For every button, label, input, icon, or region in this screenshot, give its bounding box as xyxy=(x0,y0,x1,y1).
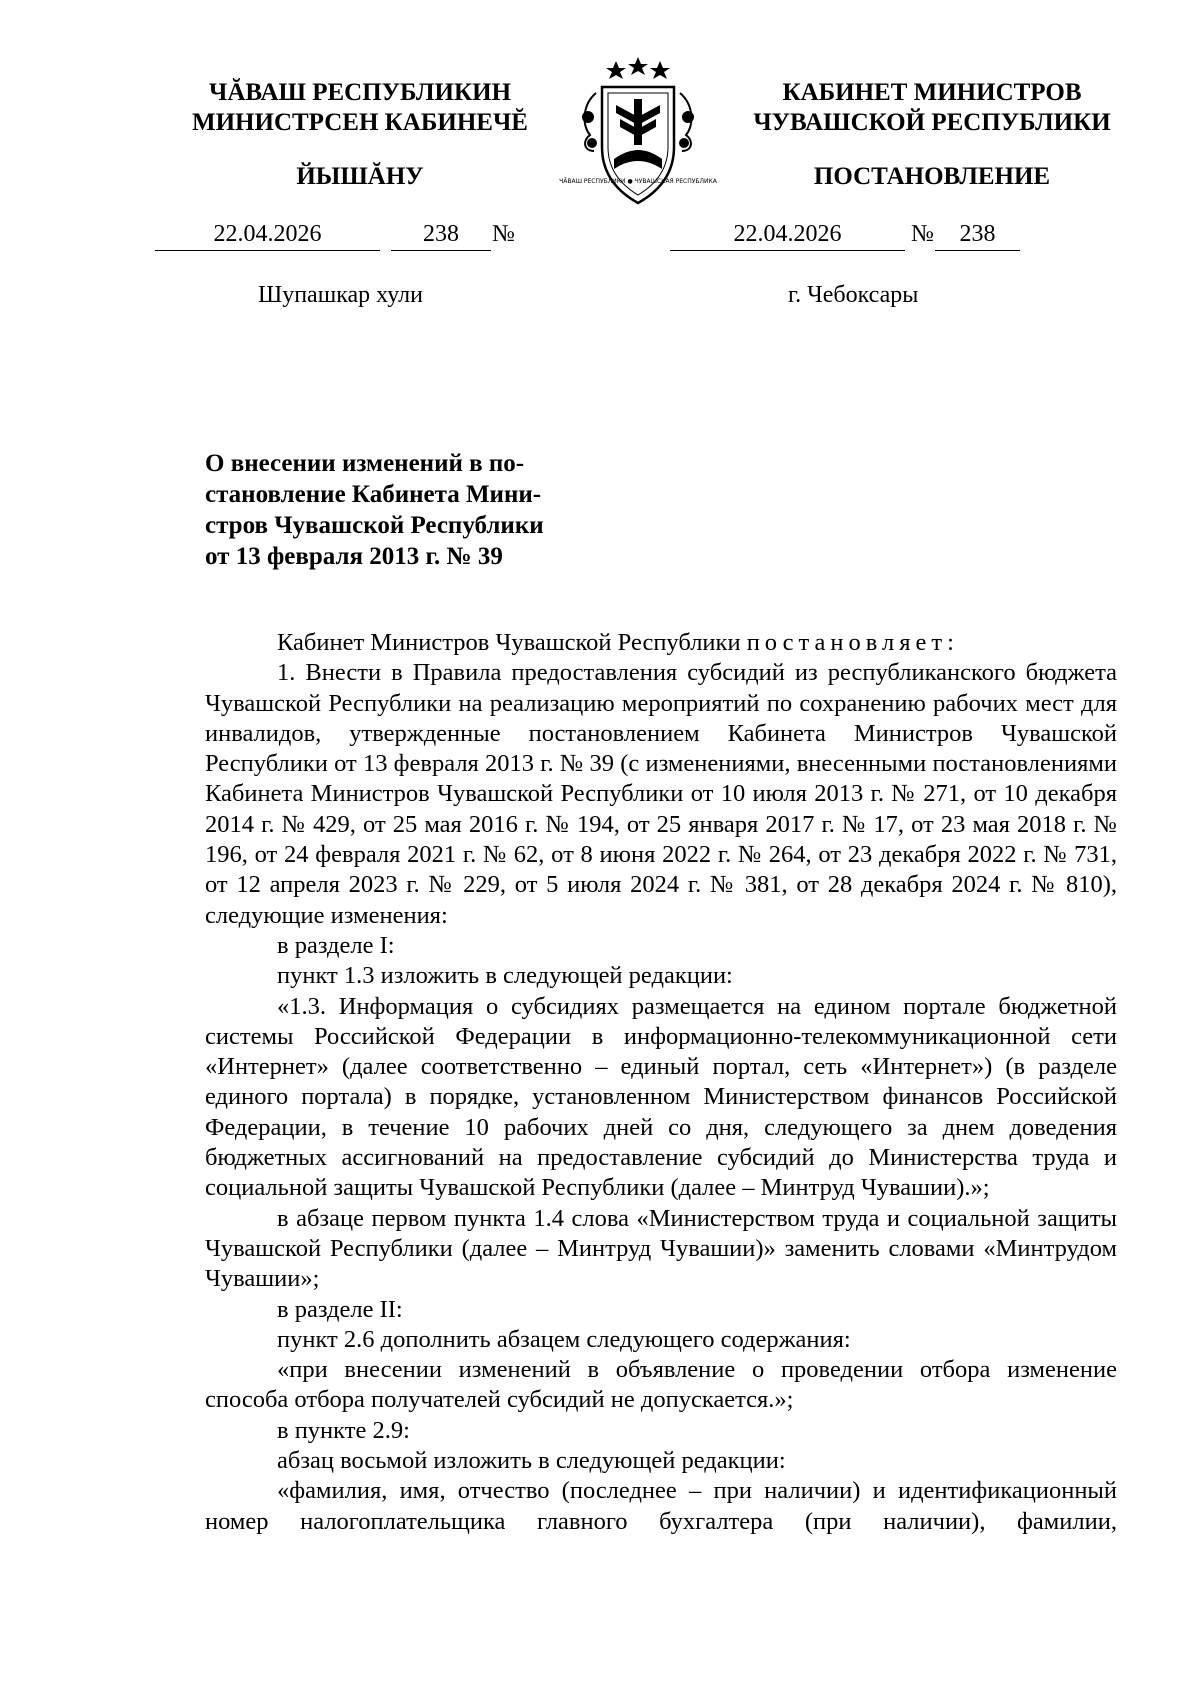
coat-of-arms-emblem xyxy=(559,55,717,210)
issuer-russian-line2: ЧУВАШСКОЙ РЕСПУБЛИКИ xyxy=(753,109,1111,136)
paragraph: в разделе I: xyxy=(277,931,395,959)
title-line: от 13 февраля 2013 г. № 39 xyxy=(205,543,503,570)
paragraph: «при внесении изменений в объявление о проведении отбора изменение способа отбора получателей субсидий не допускается.»; xyxy=(205,1356,1117,1414)
paragraph: пункт 1.3 изложить в следующей редакции: xyxy=(277,962,733,990)
title-line: О внесении изменений в по- xyxy=(205,450,525,477)
emblem-stars xyxy=(606,57,670,79)
doc-type-russian: ПОСТАНОВЛЕНИЕ xyxy=(813,163,1051,190)
paragraph: пункт 2.6 дополнить абзацем следующего содержания: xyxy=(277,1325,851,1353)
number-right: 238 xyxy=(935,220,1020,251)
city-chuvash: Шупашкар хули xyxy=(258,282,423,308)
preamble xyxy=(205,628,1117,658)
paragraph: «1.3. Информация о субсидиях размещается на едином портале бюджетной системы Российской Федерации в информационно-телекоммуникационной сети «Интернет» (далее соответственно – единый портал, сеть «Интернет») (в разделе единого портала) в порядке, установленном Министерством финансов Российской Федерации, в течение 10 рабочих дней со дня, следующего за днем доведения бюджетных ассигнований на предоставление субсидий до Министерства труда и социальной защиты Чувашской Республики (далее – Минтруд Чувашии).»; xyxy=(205,992,1117,1202)
city-russian: г. Чебоксары xyxy=(788,282,919,308)
preamble-decree-word: постановляет xyxy=(746,629,948,656)
paragraph: в разделе II: xyxy=(277,1295,403,1323)
date-left: 22.04.2026 xyxy=(155,220,380,251)
date-right: 22.04.2026 xyxy=(670,220,905,251)
document-body xyxy=(205,628,1117,1537)
title-line: стров Чувашской Республики xyxy=(205,512,544,539)
paragraph: в абзаце первом пункта 1.4 слова «Министерством труда и социальной защиты Чувашской Республики (далее – Минтруд Чувашии)» заменить словами «Минтрудом Чувашии»; xyxy=(205,1204,1117,1293)
issuer-name-chuvash xyxy=(150,78,570,138)
issuer-name-russian xyxy=(722,78,1142,138)
emblem-ring-text: ЧĂВАШ РЕСПУБЛИКИ ● ЧУВАШСКАЯ РЕСПУБЛИКА xyxy=(559,178,717,185)
issuer-chuvash-line2: МИНИСТРСЕН КАБИНЕЧĔ xyxy=(192,109,528,136)
paragraph: 1. Внести в Правила предоставления субсидий из республиканского бюджета Чувашской Республики на реализацию мероприятий по сохранению рабочих мест для инвалидов, утвержденные постановлением Кабинета Министров Чувашской Республики от 13 февраля 2013 г. № 39 (с изменениями, внесенными постановлениями Кабинета Министров Чувашской Республики от 10 июля 2013 г. № 271, от 10 декабря 2014 г. № 429, от 25 мая 2016 г. № 194, от 25 января 2017 г. № 17, от 23 мая 2018 г. № 196, от 24 февраля 2021 г. № 62, от 8 июня 2022 г. № 264, от 23 декабря 2022 г. № 731, от 12 апреля 2023 г. № 229, от 5 июля 2024 г. № 381, от 28 декабря 2024 г. № 810), следующие изменения: xyxy=(205,659,1117,929)
paragraph: абзац восьмой изложить в следующей редакции: xyxy=(277,1447,786,1475)
title-line: становление Кабинета Мини- xyxy=(205,481,542,508)
paragraph: «фамилия, имя, отчество (последнее – при наличии) и идентификационный номер налогоплательщика главного бухгалтера (при наличии), фамилии, xyxy=(205,1477,1117,1535)
preamble-text: Кабинет Министров Чувашской Республики xyxy=(277,629,747,656)
no-sign-right: № xyxy=(911,221,934,247)
number-left: 238 xyxy=(391,220,491,251)
issuer-russian-line1: КАБИНЕТ МИНИСТРОВ xyxy=(782,79,1082,106)
preamble-colon: : xyxy=(947,629,954,656)
doc-type-chuvash: ЙЫШĂНУ xyxy=(296,163,424,190)
issuer-chuvash-line1: ЧĂВАШ РЕСПУБЛИКИН xyxy=(208,79,512,106)
document-title xyxy=(205,448,565,572)
no-sign-left: № xyxy=(492,221,515,247)
paragraph: в пункте 2.9: xyxy=(277,1416,410,1444)
